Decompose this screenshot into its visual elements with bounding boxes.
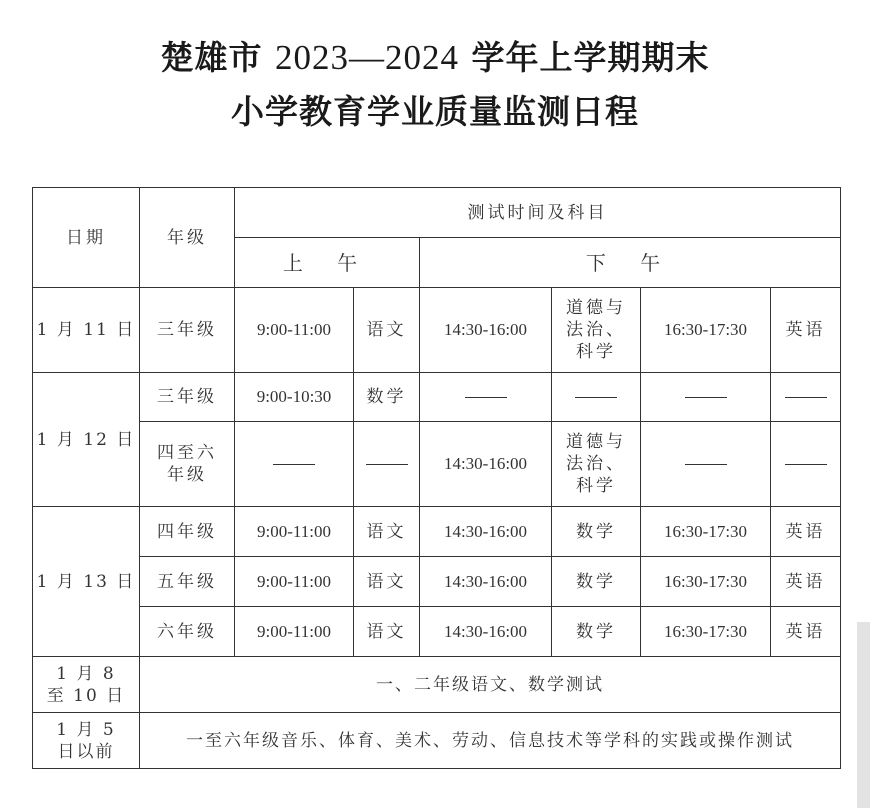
dash-mark — [465, 397, 507, 398]
scrollbar[interactable] — [857, 622, 870, 808]
empty-cell — [420, 373, 552, 422]
grade-cell: 四年级 — [140, 507, 235, 557]
am-subject-cell: 语文 — [354, 557, 420, 607]
empty-cell — [552, 373, 641, 422]
date-cell: 1 月 13 日 — [33, 507, 140, 657]
header-date: 日期 — [33, 188, 140, 288]
empty-cell — [771, 373, 841, 422]
am-subject-cell: 语文 — [354, 607, 420, 657]
empty-cell — [354, 422, 420, 507]
pm2-time-cell: 16:30-17:30 — [641, 507, 771, 557]
pm2-subject-cell: 英语 — [771, 557, 841, 607]
am-time-cell: 9:00-11:00 — [235, 507, 354, 557]
table-row — [33, 288, 841, 373]
grade-cell: 四至六年级 — [140, 422, 235, 507]
date-cell: 1 月 8 至 10 日 — [33, 657, 140, 713]
pm2-time-cell: 16:30-17:30 — [641, 288, 771, 373]
am-time-cell: 9:00-10:30 — [235, 373, 354, 422]
table-row — [33, 557, 841, 607]
table-row — [33, 657, 841, 713]
note-cell: 一至六年级音乐、体育、美术、劳动、信息技术等学科的实践或操作测试 — [140, 713, 841, 769]
header-morning: 上 午 — [235, 238, 420, 288]
dash-mark — [366, 464, 408, 465]
pm2-time-cell: 16:30-17:30 — [641, 557, 771, 607]
header-grade: 年级 — [140, 188, 235, 288]
grade-cell: 六年级 — [140, 607, 235, 657]
am-time-cell: 9:00-11:00 — [235, 557, 354, 607]
date-cell: 1 月 11 日 — [33, 288, 140, 373]
table-row — [33, 713, 841, 769]
pm1-subject-cell: 数学 — [552, 507, 641, 557]
note-cell: 一、二年级语文、数学测试 — [140, 657, 841, 713]
document-title-line-1 — [0, 36, 870, 80]
dash-mark — [685, 464, 727, 465]
pm2-subject-cell: 英语 — [771, 607, 841, 657]
am-subject-cell: 语文 — [354, 507, 420, 557]
pm1-time-cell: 14:30-16:00 — [420, 288, 552, 373]
pm1-subject-cell: 数学 — [552, 557, 641, 607]
am-subject-cell: 语文 — [354, 288, 420, 373]
table-row — [33, 507, 841, 557]
title-years: 2023—2024 — [275, 38, 459, 77]
dash-mark — [785, 464, 827, 465]
am-time-cell: 9:00-11:00 — [235, 607, 354, 657]
empty-cell — [235, 422, 354, 507]
am-time-cell: 9:00-11:00 — [235, 288, 354, 373]
dash-mark — [785, 397, 827, 398]
grade-cell: 三年级 — [140, 288, 235, 373]
dash-mark — [273, 464, 315, 465]
pm2-subject-cell: 英语 — [771, 507, 841, 557]
pm1-subject-cell: 道德与法治、科学 — [552, 422, 641, 507]
title-suffix: 学年上学期期末 — [459, 38, 710, 77]
title-prefix: 楚雄市 — [160, 38, 275, 77]
pm1-time-cell: 14:30-16:00 — [420, 422, 552, 507]
table-row — [33, 607, 841, 657]
empty-cell — [771, 422, 841, 507]
pm1-time-cell: 14:30-16:00 — [420, 607, 552, 657]
pm1-time-cell: 14:30-16:00 — [420, 557, 552, 607]
grade-cell: 三年级 — [140, 373, 235, 422]
pm2-subject-cell: 英语 — [771, 288, 841, 373]
empty-cell — [641, 422, 771, 507]
pm2-time-cell: 16:30-17:30 — [641, 607, 771, 657]
pm1-subject-cell: 数学 — [552, 607, 641, 657]
header-afternoon: 下 午 — [420, 238, 841, 288]
dash-mark — [685, 397, 727, 398]
schedule-table — [32, 187, 841, 769]
pm1-time-cell: 14:30-16:00 — [420, 507, 552, 557]
document-title-line-2: 小学教育学业质量监测日程 — [231, 92, 639, 131]
pm1-subject-cell: 道德与法治、科学 — [552, 288, 641, 373]
table-row — [33, 422, 841, 507]
am-subject-cell: 数学 — [354, 373, 420, 422]
empty-cell — [641, 373, 771, 422]
date-cell: 1 月 5 日以前 — [33, 713, 140, 769]
grade-cell: 五年级 — [140, 557, 235, 607]
dash-mark — [575, 397, 617, 398]
header-schedule: 测试时间及科目 — [235, 188, 841, 238]
date-cell: 1 月 12 日 — [33, 373, 140, 507]
table-row — [33, 373, 841, 422]
